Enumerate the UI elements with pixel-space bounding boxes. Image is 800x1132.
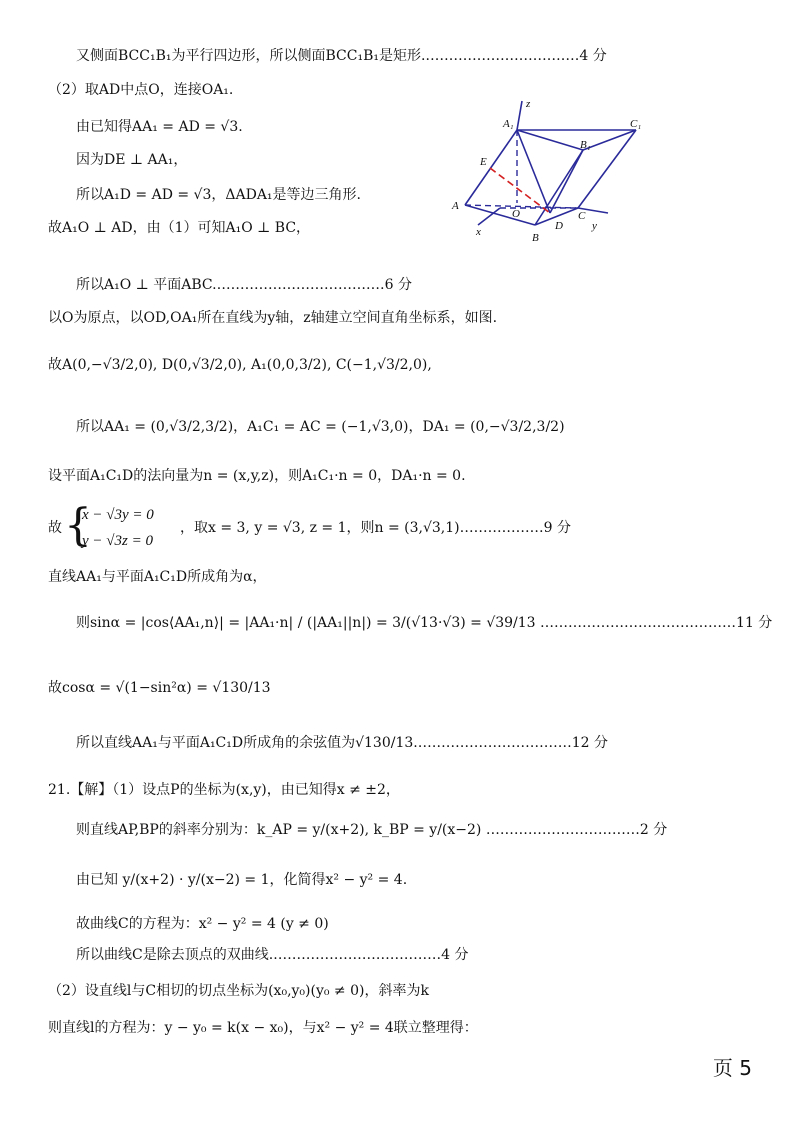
line-21: 所以曲线C是除去顶点的双曲线.………………………………4 分 — [76, 947, 469, 963]
label-A: A — [452, 200, 459, 212]
line-15: 故cosα = √(1−sin²α) = √130/13 — [48, 680, 271, 696]
edge-A1-D — [517, 130, 550, 213]
line-23: 则直线l的方程为：y − y₀ = k(x − x₀)，与x² − y² = 4联立整理得： — [48, 1020, 478, 1036]
edge-B-B1 — [535, 150, 583, 225]
line-9: 故A(0,−√3/2,0), D(0,√3/2,0), A₁(0,0,3/2), C(−1,√3/2,0), — [48, 357, 432, 373]
label-B: B — [532, 232, 539, 244]
line-11: 设平面A₁C₁D的法向量为n = (x,y,z)，则A₁C₁·n = 0，DA₁·n = 0. — [48, 468, 466, 484]
page-number: 页 5 — [712, 1056, 752, 1080]
edge-A1-B1 — [517, 130, 583, 150]
line-18: 则直线AP,BP的斜率分别为：k_AP = y/(x+2), k_BP = y/(x−2) ……………………………2 分 — [76, 822, 668, 838]
line-4: 因为DE ⊥ AA₁， — [76, 152, 188, 168]
system-prefix: 故 — [48, 520, 62, 536]
line-14: 则sinα = |cos⟨AA₁,n⟩| = |AA₁·n| / (|AA₁||n|) = 3/(√13·√3) = √39/13 ……………………………………11 分 — [76, 615, 773, 631]
label-B1: B₁ — [580, 139, 591, 151]
label-z: z — [526, 98, 531, 110]
line-2: （2）取AD中点O，连接OA₁. — [48, 82, 234, 98]
line-10: 所以AA₁ = (0,√3/2,3/2)，A₁C₁ = AC = (−1,√3,0)，DA₁ = (0,−√3/2,3/2) — [76, 419, 565, 435]
line-5: 所以A₁D = AD = √3，ΔADA₁是等边三角形. — [76, 187, 361, 203]
line-8: 以O为原点，以OD,OA₁所在直线为y轴，z轴建立空间直角坐标系，如图. — [48, 310, 498, 326]
line-22: （2）设直线l与C相切的切点坐标为(x₀,y₀)(y₀ ≠ 0)，斜率为k — [48, 983, 429, 999]
label-E: E — [480, 156, 487, 168]
label-x: x — [476, 226, 481, 238]
edge-D-B1 — [550, 150, 583, 213]
line-20: 故曲线C的方程为：x² − y² = 4 (y ≠ 0) — [76, 916, 329, 932]
line-16: 所以直线AA₁与平面A₁C₁D所成角的余弦值为√130/13.……………………………12 分 — [76, 735, 608, 751]
line-13: 直线AA₁与平面A₁C₁D所成角为α， — [48, 569, 267, 585]
system-eq-1: x − √3y = 0 — [82, 507, 154, 523]
line-17: 21.【解】（1）设点P的坐标为(x,y)，由已知得x ≠ ±2， — [48, 782, 400, 798]
label-C: C — [578, 210, 586, 222]
label-O: O — [512, 208, 520, 220]
edge-A-A1 — [465, 130, 517, 205]
label-D: D — [555, 220, 563, 232]
line-3: 由已知得AA₁ = AD = √3. — [76, 119, 243, 135]
system-eq-2: y − √3z = 0 — [82, 533, 153, 549]
prism-figure — [440, 95, 660, 245]
z-axis — [517, 101, 522, 130]
line-19: 由已知 y/(x+2) · y/(x−2) = 1，化简得x² − y² = 4. — [76, 872, 408, 888]
line-6: 故A₁O ⊥ AD，由（1）可知A₁O ⊥ BC， — [48, 220, 311, 236]
system-brace: { — [64, 500, 92, 551]
system-result: ，取x = 3, y = √3, z = 1，则n = (3,√3,1)………………9 分 — [180, 520, 571, 536]
line-1: 又侧面BCC₁B₁为平行四边形，所以侧面BCC₁B₁是矩形.……………………………4 分 — [76, 48, 607, 64]
label-A1: A₁ — [503, 118, 514, 130]
label-C1: C₁ — [630, 118, 642, 130]
label-y: y — [592, 220, 597, 232]
line-7: 所以A₁O ⊥ 平面ABC.………………………………6 分 — [76, 277, 412, 293]
x-axis — [478, 208, 500, 225]
